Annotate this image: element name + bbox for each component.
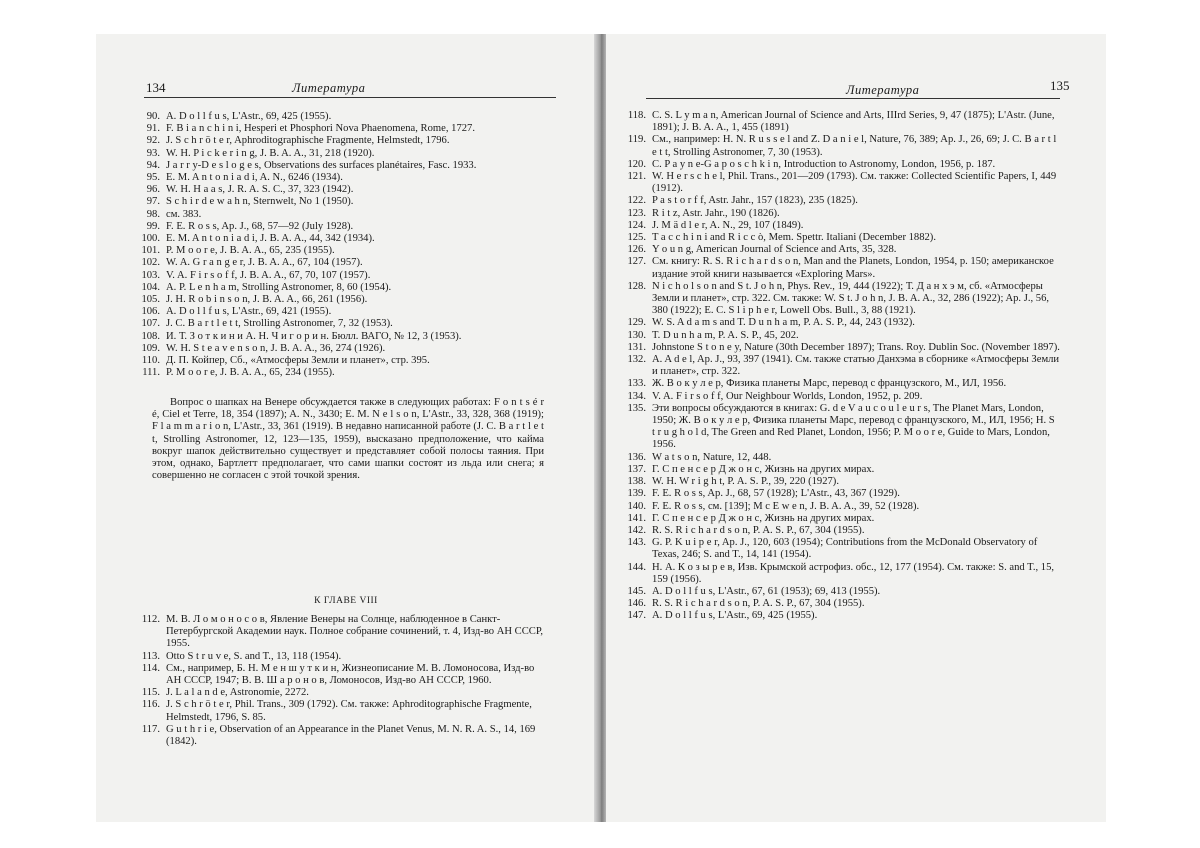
- reference-number: 115.: [141, 687, 160, 699]
- reference-text: A. D o l l f u s, L'Astr., 69, 421 (1955).: [166, 306, 332, 318]
- reference-entry: [620, 220, 1060, 232]
- reference-text: Johnstone S t o n e y, Nature (30th December 1897); Trans. Roy. Dublin Soc. (November 1897).: [652, 341, 1060, 353]
- reference-number: 131.: [627, 341, 646, 353]
- reference-number: 139.: [627, 488, 646, 500]
- reference-text: J. S c h r ö t e r, Aphroditographische Fragmente, Helmstedt, 1796.: [166, 135, 450, 147]
- reference-entry: [620, 586, 1060, 598]
- reference-text: И. Т. З о т к и н и А. Н. Ч и г о р и н. Бюлл. ВАГО, № 12, 3 (1953).: [166, 330, 462, 342]
- reference-number: 144.: [627, 561, 646, 573]
- book-spread: [96, 34, 1106, 822]
- reference-text: P. M o o r e, J. B. A. A., 65, 235 (1955).: [166, 245, 335, 257]
- reference-text: W. H. H a a s, J. R. A. S. C., 37, 323 (1942).: [166, 184, 354, 196]
- reference-text: F. E. R o s s, Ap. J., 68, 57 (1928); L'Astr., 43, 367 (1929).: [652, 488, 900, 500]
- reference-number: 114.: [141, 662, 160, 674]
- reference-entry: [620, 501, 1060, 513]
- reference-number: 141.: [627, 512, 646, 524]
- reference-text: N i c h o l s o n and S t. J o h n, Phys. Rev., 19, 444 (1922); Т. Д а н х э м, сб. «Атмосферы Земли и планет», стр. 322. См. также: W. S t. J o h n, J. B. A. A., 32, 286 (1922); Ap. J., 56, 380 (1922); E. C. S l i p h e r, Lowell Obs. Bull., 3, 88 (1921).: [652, 280, 1050, 317]
- reference-number: 96.: [146, 184, 160, 196]
- reference-text: W. S. A d a m s and T. D u n h a m, P. A. S. P., 44, 243 (1932).: [652, 317, 915, 329]
- reference-number: 97.: [146, 196, 160, 208]
- reference-text: J. L a l a n d e, Astronomie, 2272.: [166, 687, 309, 699]
- reference-text: E. M. A n t o n i a d i, J. B. A. A., 44, 342 (1934).: [166, 233, 375, 245]
- reference-number: 130.: [627, 329, 646, 341]
- reference-text: A. P. L e n h a m, Strolling Astronomer, 8, 60 (1954).: [166, 281, 392, 293]
- reference-text: Y o u n g, American Journal of Science and Arts, 35, 328.: [652, 244, 897, 256]
- reference-entry: [620, 342, 1060, 354]
- reference-entry: [134, 282, 544, 294]
- reference-entry: [134, 209, 544, 221]
- reference-number: 134.: [627, 390, 646, 402]
- reference-list-bottom: [134, 614, 544, 748]
- reference-entry: [134, 318, 544, 330]
- reference-text: Г. С п е н с е р Д ж о н с, Жизнь на других мирах.: [652, 512, 875, 524]
- reference-entry: [620, 452, 1060, 464]
- reference-entry: [134, 245, 544, 257]
- reference-entry: [134, 724, 544, 748]
- reference-text: V. A. F i r s o f f, J. B. A. A., 67, 70, 107 (1957).: [166, 269, 371, 281]
- reference-text: Г. С п е н с е р Д ж о н с, Жизнь на других мирах.: [652, 463, 875, 475]
- reference-entry: [620, 317, 1060, 329]
- reference-number: 129.: [627, 317, 646, 329]
- reference-entry: [134, 367, 544, 379]
- reference-text: J a r r y-D e s l o g e s, Observations des surfaces planétaires, Fasc. 1933.: [166, 159, 477, 171]
- chapter-heading: К ГЛАВЕ VIII: [314, 596, 378, 606]
- reference-number: 135.: [627, 402, 646, 414]
- reference-list-top: [134, 111, 544, 379]
- reference-entry: [620, 244, 1060, 256]
- reference-number: 104.: [141, 281, 160, 293]
- reference-text: См., например: H. N. R u s s e l and Z. D a n i e l, Nature, 76, 389; Ap. J., 26, 69; J. C. B a r t l e t t, Strolling Astronomer, 7, 30 (1953).: [652, 134, 1057, 158]
- reference-number: 95.: [146, 172, 160, 184]
- reference-text: Ж. В о к у л е р, Физика планеты Марс, перевод с французского, М., ИЛ, 1956.: [652, 378, 1007, 390]
- reference-text: См., например, Б. Н. М е н ш у т к и н, Жизнеописание М. В. Ломоносова, Изд-во АН СССР, 1947; В. В. Ш а р о н о в, Ломоносов, Изд-во АН СССР, 1960.: [166, 662, 535, 687]
- reference-text: W. H. P i c k e r i n g, J. B. A. A., 31, 218 (1920).: [166, 147, 375, 159]
- reference-entry: [134, 123, 544, 135]
- reference-text: R. S. R i c h a r d s o n, P. A. S. P., 67, 304 (1955).: [652, 598, 865, 610]
- reference-text: Н. А. К о з ы р е в, Изв. Крымской астрофиз. обс., 12, 177 (1954). См. также: S. and T., 15, 159 (1956).: [652, 561, 1055, 585]
- body-paragraph: Вопрос о шапках на Венере обсуждается также в следующих работах: F o n t s é r é, Ciel et Terre, 18, 354 (1897); A. N., 3430; E. M. N e l s o n, L'Astr., 33, 328, 368 (1919); F l a m m a r i o n, L'Astr., 33, 361 (1919). В недавно написанной работе (J. C. B a r t l e t t, Strolling Astronomer, 12, 123—135, 1959), высказано предположение, что кайма вокруг шапок действительно существует и представляет собой полосы таяния. При этом, однако, Бартлетт предполагает, что сами шапки состоят из льда или снега; я совершенно не согласен с этой точкой зрения.: [152, 397, 544, 482]
- reference-text: W. H. S t e a v e n s o n, J. B. A. A., 36, 274 (1926).: [166, 342, 386, 354]
- reference-text: J. S c h r ö t e r, Phil. Trans., 309 (1792). См. также: Aphroditographische Fragmente, Helmstedt, 1796, S. 85.: [166, 699, 532, 723]
- reference-text: T. D u n h a m, P. A. S. P., 45, 202.: [652, 329, 799, 341]
- reference-entry: [134, 699, 544, 723]
- reference-entry: [134, 111, 544, 123]
- reference-text: Эти вопросы обсуждаются в книгах: G. d e V a u c o u l e u r s, The Planet Mars, London, 1950; Ж. В о к у л е р, Физика планеты Марс, перевод с французского, М., ИЛ, 1956; H. S t r u g h o l d, The Green and Red Planet, London, 1956; P. M o o r e, Guide to Mars, London, 1956.: [652, 402, 1055, 451]
- reference-number: 140.: [627, 500, 646, 512]
- reference-number: 108.: [141, 330, 160, 342]
- page-number: 134: [146, 80, 166, 95]
- reference-entry: [620, 354, 1060, 378]
- reference-entry: [620, 525, 1060, 537]
- reference-number: 98.: [146, 208, 160, 220]
- reference-entry: [620, 598, 1060, 610]
- reference-text: A. D o l l f u s, L'Astr., 69, 425 (1955).: [166, 111, 332, 122]
- reference-entry: [134, 135, 544, 147]
- reference-number: 146.: [627, 598, 646, 610]
- reference-entry: [134, 233, 544, 245]
- reference-entry: [620, 391, 1060, 403]
- reference-entry: [620, 208, 1060, 220]
- reference-number: 109.: [141, 342, 160, 354]
- reference-entry: [134, 663, 544, 687]
- reference-number: 118.: [627, 110, 646, 121]
- reference-number: 94.: [146, 159, 160, 171]
- reference-number: 112.: [141, 614, 160, 625]
- reference-number: 91.: [146, 123, 160, 135]
- reference-entry: [134, 355, 544, 367]
- reference-text: A. A d e l, Ap. J., 93, 397 (1941). См. также статью Данхэма в сборнике «Атмосферы Земли и планет», стр. 322.: [652, 354, 1060, 378]
- reference-text: E. M. A n t o n i a d i, A. N., 6246 (1934).: [166, 172, 343, 184]
- reference-entry: [620, 330, 1060, 342]
- reference-entry: [134, 614, 544, 651]
- reference-entry: [620, 537, 1060, 561]
- reference-text: Otto S t r u v e, S. and T., 13, 118 (1954).: [166, 650, 342, 662]
- reference-text: W a t s o n, Nature, 12, 448.: [652, 451, 772, 463]
- reference-text: W. H. W r i g h t, P. A. S. P., 39, 220 (1927).: [652, 476, 839, 488]
- reference-entry: [620, 281, 1060, 318]
- reference-text: P. M o o r e, J. B. A. A., 65, 234 (1955).: [166, 367, 335, 379]
- reference-entry: [620, 134, 1060, 158]
- reference-text: Д. П. Койпер, Сб., «Атмосферы Земли и планет», стр. 395.: [166, 355, 430, 367]
- reference-number: 132.: [627, 354, 646, 366]
- reference-number: 126.: [627, 244, 646, 256]
- reference-entry: [134, 294, 544, 306]
- reference-text: V. A. F i r s o f f, Our Neighbour Worlds, London, 1952, p. 209.: [652, 390, 923, 402]
- reference-number: 143.: [627, 537, 646, 549]
- reference-text: P a s t o r f f, Astr. Jahr., 157 (1823), 235 (1825).: [652, 195, 858, 207]
- reference-text: F. E. R o s s, Ap. J., 68, 57—92 (July 1928).: [166, 220, 354, 232]
- reference-entry: [620, 476, 1060, 488]
- reference-entry: [620, 513, 1060, 525]
- reference-number: 113.: [141, 650, 160, 662]
- reference-number: 90.: [146, 111, 160, 122]
- reference-number: 142.: [627, 524, 646, 536]
- reference-text: G u t h r i e, Observation of an Appearance in the Planet Venus, M. N. R. A. S., 14, 169 (1842).: [166, 723, 536, 748]
- reference-entry: [134, 270, 544, 282]
- reference-number: 124.: [627, 219, 646, 231]
- reference-number: 145.: [627, 585, 646, 597]
- reference-text: R i t z, Astr. Jahr., 190 (1826).: [652, 207, 780, 219]
- reference-entry: [620, 464, 1060, 476]
- reference-number: 92.: [146, 135, 160, 147]
- reference-entry: [134, 331, 544, 343]
- reference-number: 116.: [141, 699, 160, 711]
- reference-text: A. D o l l f u s, L'Astr., 67, 61 (1953); 69, 413 (1955).: [652, 585, 881, 597]
- reference-number: 102.: [141, 257, 160, 269]
- reference-number: 122.: [627, 195, 646, 207]
- reference-entry: [620, 562, 1060, 586]
- reference-entry: [620, 232, 1060, 244]
- reference-text: S c h i r d e w a h n, Sternwelt, No 1 (1950).: [166, 196, 354, 208]
- reference-entry: [620, 403, 1060, 452]
- reference-entry: [620, 195, 1060, 207]
- reference-list: [620, 110, 1060, 623]
- reference-text: J. M ä d l e r, A. N., 29, 107 (1849).: [652, 219, 804, 231]
- reference-entry: [134, 306, 544, 318]
- reference-entry: [134, 160, 544, 172]
- reference-number: 127.: [627, 256, 646, 268]
- reference-text: C. S. L y m a n, American Journal of Science and Arts, IIIrd Series, 9, 47 (1875); L'Astr. (June, 1891); J. B. A. A., 1, 455 (1891): [652, 110, 1055, 134]
- reference-number: 107.: [141, 318, 160, 330]
- reference-number: 147.: [627, 610, 646, 622]
- reference-entry: [620, 171, 1060, 195]
- reference-text: W. A. G r a n g e r, J. B. A. A., 67, 104 (1957).: [166, 257, 363, 269]
- reference-entry: [620, 256, 1060, 280]
- running-head: Литература: [292, 81, 366, 95]
- reference-number: 133.: [627, 378, 646, 390]
- reference-number: 105.: [141, 294, 160, 306]
- right-page: [606, 34, 1106, 822]
- reference-entry: [134, 184, 544, 196]
- reference-entry: [134, 221, 544, 233]
- reference-number: 103.: [141, 269, 160, 281]
- reference-number: 111.: [142, 367, 160, 379]
- reference-entry: [134, 687, 544, 699]
- reference-entry: [134, 196, 544, 208]
- reference-number: 136.: [627, 451, 646, 463]
- reference-text: F. E. R o s s, см. [139]; M c E w e n, J. B. A. A., 39, 52 (1928).: [652, 500, 920, 512]
- reference-entry: [134, 651, 544, 663]
- reference-text: F. B i a n c h i n i, Hesperi et Phosphori Nova Phaenomena, Rome, 1727.: [166, 123, 475, 135]
- reference-number: 128.: [627, 280, 646, 292]
- reference-text: М. В. Л о м о н о с о в, Явление Венеры на Солнце, наблюденное в Санкт-Петербургской Академии наук. Полное собрание сочинений, т. 4, Изд-во АН СССР, 1955.: [166, 614, 544, 650]
- reference-entry: [620, 159, 1060, 171]
- reference-number: 137.: [627, 463, 646, 475]
- reference-number: 110.: [141, 355, 160, 367]
- reference-number: 123.: [627, 207, 646, 219]
- reference-text: J. H. R o b i n s o n, J. B. A. A., 66, 261 (1956).: [166, 294, 368, 306]
- reference-number: 121.: [627, 171, 646, 183]
- reference-number: 125.: [627, 232, 646, 244]
- left-page: [96, 34, 596, 822]
- header-rule: [646, 98, 1060, 99]
- reference-number: 99.: [146, 220, 160, 232]
- reference-text: См. книгу: R. S. R i c h a r d s o n, Man and the Planets, London, 1954, p. 150; американское издание этой книги называется «Exploring Mars».: [652, 256, 1054, 280]
- reference-text: W. H e r s c h e l, Phil. Trans., 201—209 (1793). См. также: Collected Scientific Papers, I, 449 (1912).: [652, 171, 1057, 195]
- reference-entry: [134, 148, 544, 160]
- reference-text: T a c c h i n i and R i c c ò, Mem. Spettr. Italiani (December 1882).: [652, 232, 936, 244]
- reference-entry: [134, 172, 544, 184]
- reference-number: 138.: [627, 476, 646, 488]
- reference-entry: [134, 257, 544, 269]
- reference-number: 120.: [627, 158, 646, 170]
- reference-text: R. S. R i c h a r d s o n, P. A. S. P., 67, 304 (1955).: [652, 524, 865, 536]
- reference-text: A. D o l l f u s, L'Astr., 69, 425 (1955).: [652, 610, 818, 622]
- reference-entry: [620, 488, 1060, 500]
- reference-text: G. P. K u i p e r, Ap. J., 120, 603 (1954); Contributions from the McDonald Observatory of Texas, 246; S. and T., 14, 141 (1954).: [652, 537, 1038, 561]
- header-rule: [144, 97, 556, 98]
- page-number: 135: [1050, 78, 1070, 93]
- reference-number: 117.: [141, 723, 160, 735]
- reference-text: C. P a y n e-G a p o s c h k i n, Introduction to Astronomy, London, 1956, p. 187.: [652, 158, 996, 170]
- running-head: Литература: [846, 83, 920, 97]
- reference-number: 93.: [146, 147, 160, 159]
- reference-text: J. C. B a r t l e t t, Strolling Astronomer, 7, 32 (1953).: [166, 318, 393, 330]
- reference-number: 106.: [141, 306, 160, 318]
- reference-number: 100.: [141, 233, 160, 245]
- reference-number: 119.: [627, 134, 646, 146]
- reference-entry: [134, 343, 544, 355]
- reference-text: см. 383.: [166, 208, 202, 220]
- reference-entry: [620, 378, 1060, 390]
- reference-entry: [620, 610, 1060, 622]
- reference-number: 101.: [141, 245, 160, 257]
- reference-entry: [620, 110, 1060, 134]
